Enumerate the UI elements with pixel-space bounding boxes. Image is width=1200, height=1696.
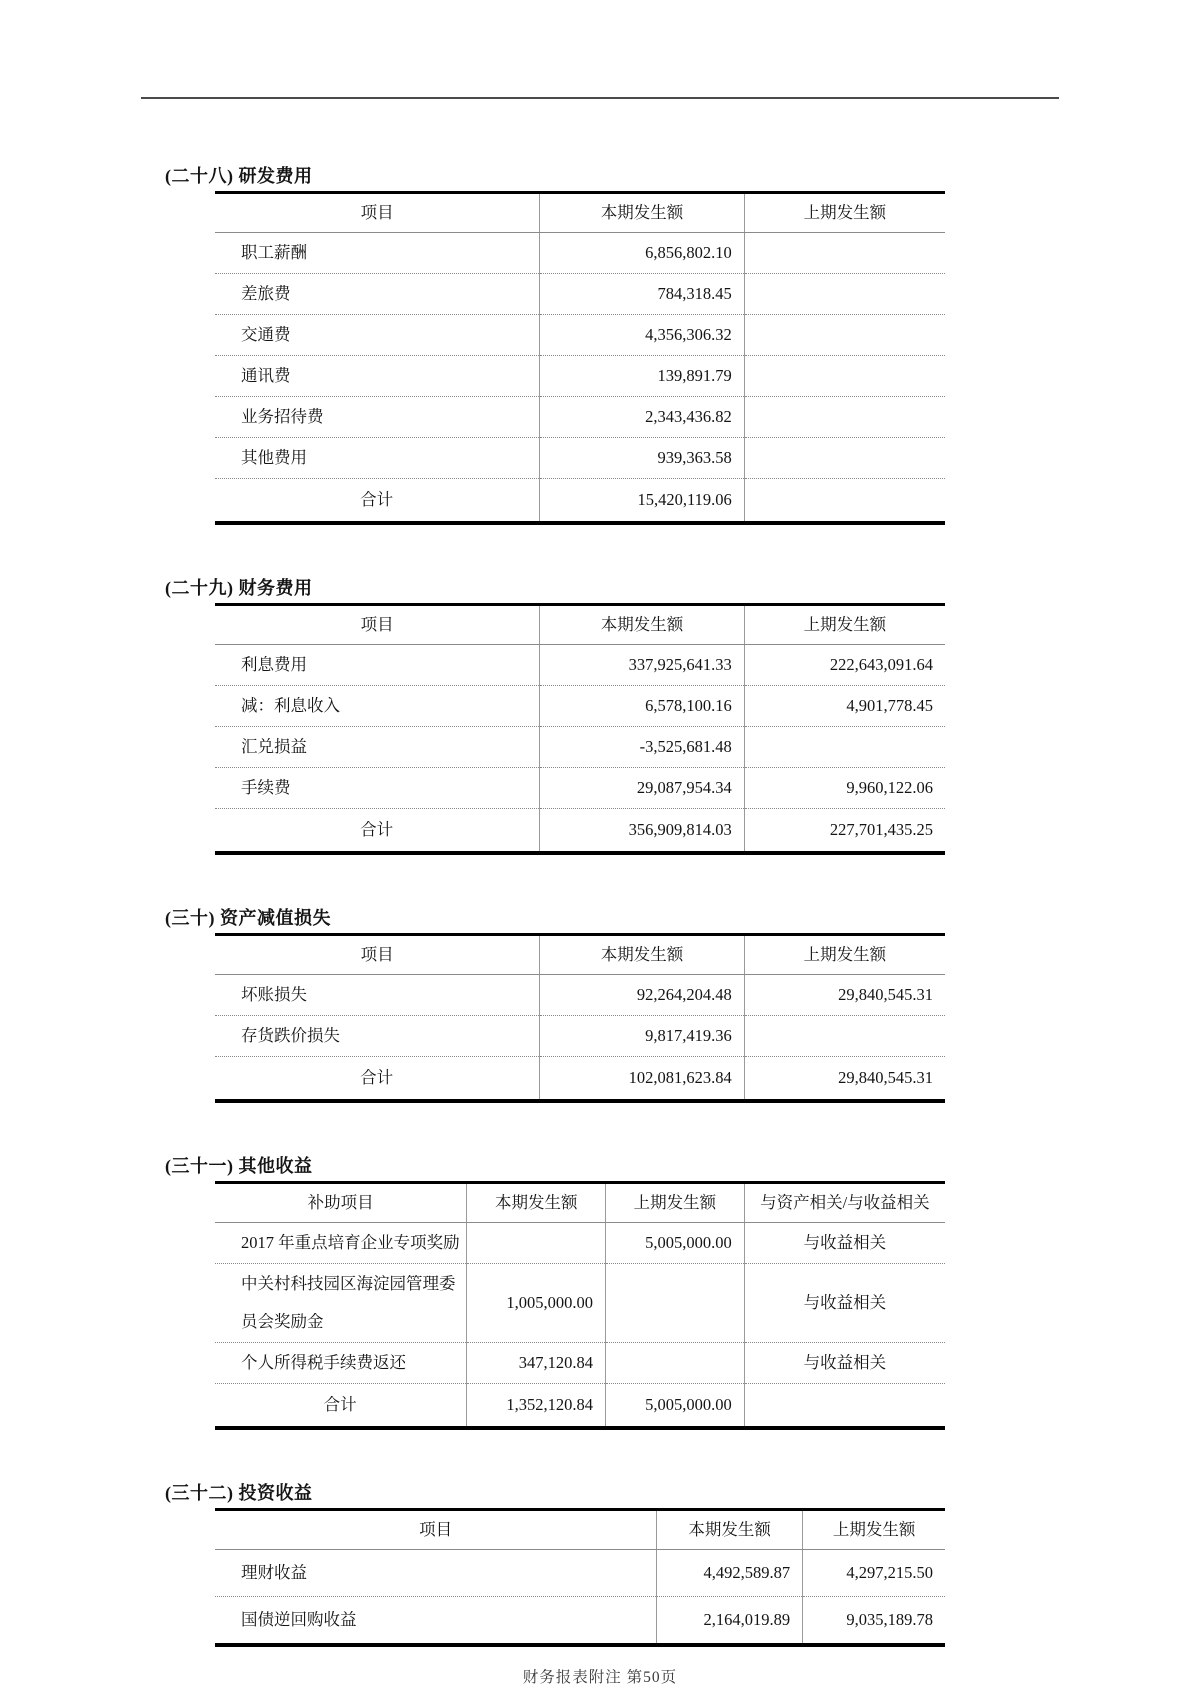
page-header-rule (141, 97, 1059, 99)
cell-value: 222,643,091.64 (744, 645, 945, 686)
cell-item: 交通费 (215, 315, 540, 356)
asset-impairment-losses-table (215, 933, 945, 1103)
cell-item: 差旅费 (215, 274, 540, 315)
investment-income-table (215, 1508, 945, 1647)
cell-value: 4,356,306.32 (540, 315, 744, 356)
table-row (215, 727, 945, 768)
table-row (215, 274, 945, 315)
section-heading-rd-expenses: (二十八) 研发费用 (165, 166, 313, 186)
cell-value: 5,005,000.00 (606, 1223, 745, 1264)
total-row (215, 479, 945, 524)
cell-value (467, 1223, 606, 1264)
cell-value: 2,343,436.82 (540, 397, 744, 438)
cell-value (744, 356, 945, 397)
cell-total-value: 356,909,814.03 (540, 809, 744, 854)
total-row (215, 1057, 945, 1102)
cell-value: 9,035,189.78 (803, 1597, 945, 1646)
cell-value: 347,120.84 (467, 1343, 606, 1384)
cell-item: 其他费用 (215, 438, 540, 479)
table-row (215, 438, 945, 479)
section-heading-investment-income: (三十二) 投资收益 (165, 1483, 313, 1503)
cell-total-value (744, 479, 945, 524)
cell-item: 手续费 (215, 768, 540, 809)
column-header: 上期发生额 (744, 935, 945, 975)
header-row (215, 1510, 945, 1550)
cell-value: 6,856,802.10 (540, 233, 744, 274)
header-row (215, 605, 945, 645)
section-heading-other-income: (三十一) 其他收益 (165, 1156, 313, 1176)
column-header: 项目 (215, 1510, 657, 1550)
cell-value: 337,925,641.33 (540, 645, 744, 686)
cell-value: 939,363.58 (540, 438, 744, 479)
cell-value: 1,005,000.00 (467, 1264, 606, 1343)
section-heading-asset-impairment-losses: (三十) 资产减值损失 (165, 908, 331, 928)
cell-total-value: 29,840,545.31 (744, 1057, 945, 1102)
cell-value: 92,264,204.48 (540, 975, 744, 1016)
cell-total-label: 合计 (215, 1057, 540, 1102)
cell-item: 存货跌价损失 (215, 1016, 540, 1057)
table-row (215, 686, 945, 727)
cell-value: 与收益相关 (744, 1343, 945, 1384)
column-header: 补助项目 (215, 1183, 467, 1223)
table-row (215, 768, 945, 809)
section-other-income (0, 1153, 1200, 1430)
table-row (215, 233, 945, 274)
table-row (215, 1016, 945, 1057)
cell-item: 2017 年重点培育企业专项奖励 (241, 1233, 460, 1252)
page-footer: 财务报表附注 第50页 (522, 1669, 678, 1686)
header-row (215, 935, 945, 975)
rd-expenses-table (215, 191, 945, 525)
cell-value: 与收益相关 (744, 1264, 945, 1343)
financial-expenses-table (215, 603, 945, 855)
cell-item: 职工薪酬 (241, 243, 307, 262)
column-header: 与资产相关/与收益相关 (744, 1183, 945, 1223)
cell-item: 中关村科技园区海淀园管理委员会奖励金 (215, 1264, 467, 1343)
cell-total-value: 102,081,623.84 (540, 1057, 744, 1102)
cell-item: 业务招待费 (215, 397, 540, 438)
table-row (215, 1264, 945, 1343)
total-row (215, 1384, 945, 1429)
table-row (215, 1597, 945, 1646)
cell-item: 通讯费 (215, 356, 540, 397)
cell-item: 汇兑损益 (215, 727, 540, 768)
cell-total-value: 1,352,120.84 (467, 1384, 606, 1429)
cell-value (744, 438, 945, 479)
column-header: 项目 (215, 193, 540, 233)
column-header: 本期发生额 (540, 935, 744, 975)
column-header: 本期发生额 (467, 1183, 606, 1223)
section-financial-expenses (0, 575, 1200, 855)
cell-item: 个人所得税手续费返还 (215, 1343, 467, 1384)
cell-total-value (744, 1384, 945, 1429)
table-row (215, 356, 945, 397)
cell-total-value: 15,420,119.06 (540, 479, 744, 524)
cell-value (606, 1264, 745, 1343)
cell-total-label: 合计 (215, 1384, 467, 1429)
cell-value: 784,318.45 (540, 274, 744, 315)
cell-value: 与收益相关 (744, 1223, 945, 1264)
cell-total-value: 227,701,435.25 (744, 809, 945, 854)
table-row (215, 645, 945, 686)
cell-value (744, 315, 945, 356)
cell-value: 4,297,215.50 (803, 1550, 945, 1597)
table-row (215, 1223, 945, 1264)
header-row (215, 193, 945, 233)
cell-value: 2,164,019.89 (657, 1597, 803, 1646)
table-row (215, 315, 945, 356)
sections-container (0, 163, 1200, 1647)
cell-value (744, 233, 945, 274)
cell-value: 9,960,122.06 (744, 768, 945, 809)
cell-total-label: 合计 (215, 479, 540, 524)
column-header: 上期发生额 (744, 605, 945, 645)
other-income-table (215, 1181, 945, 1430)
cell-value: 139,891.79 (540, 356, 744, 397)
cell-item: 坏账损失 (241, 985, 307, 1004)
cell-value: 9,817,419.36 (540, 1016, 744, 1057)
cell-value: 29,840,545.31 (744, 975, 945, 1016)
cell-value (744, 1016, 945, 1057)
section-heading-financial-expenses: (二十九) 财务费用 (165, 578, 313, 598)
section-investment-income (0, 1480, 1200, 1647)
cell-value: 4,492,589.87 (657, 1550, 803, 1597)
cell-value (744, 274, 945, 315)
cell-item: 国债逆回购收益 (215, 1597, 657, 1646)
cell-item: 减：利息收入 (215, 686, 540, 727)
table-row (215, 975, 945, 1016)
cell-item: 利息费用 (241, 655, 307, 674)
table-row (215, 1343, 945, 1384)
cell-value (744, 397, 945, 438)
column-header: 项目 (215, 935, 540, 975)
section-asset-impairment-losses (0, 905, 1200, 1103)
total-row (215, 809, 945, 854)
table-row (215, 1550, 945, 1597)
column-header: 上期发生额 (606, 1183, 745, 1223)
cell-total-label: 合计 (215, 809, 540, 854)
header-row (215, 1183, 945, 1223)
cell-value: 29,087,954.34 (540, 768, 744, 809)
cell-item: 理财收益 (241, 1563, 307, 1582)
cell-value (744, 727, 945, 768)
cell-total-value: 5,005,000.00 (606, 1384, 745, 1429)
cell-value: -3,525,681.48 (540, 727, 744, 768)
column-header: 本期发生额 (540, 193, 744, 233)
cell-value (606, 1343, 745, 1384)
column-header: 本期发生额 (657, 1510, 803, 1550)
column-header: 本期发生额 (540, 605, 744, 645)
section-rd-expenses (0, 163, 1200, 525)
column-header: 上期发生额 (803, 1510, 945, 1550)
table-row (215, 397, 945, 438)
column-header: 项目 (215, 605, 540, 645)
cell-value: 4,901,778.45 (744, 686, 945, 727)
column-header: 上期发生额 (744, 193, 945, 233)
cell-value: 6,578,100.16 (540, 686, 744, 727)
